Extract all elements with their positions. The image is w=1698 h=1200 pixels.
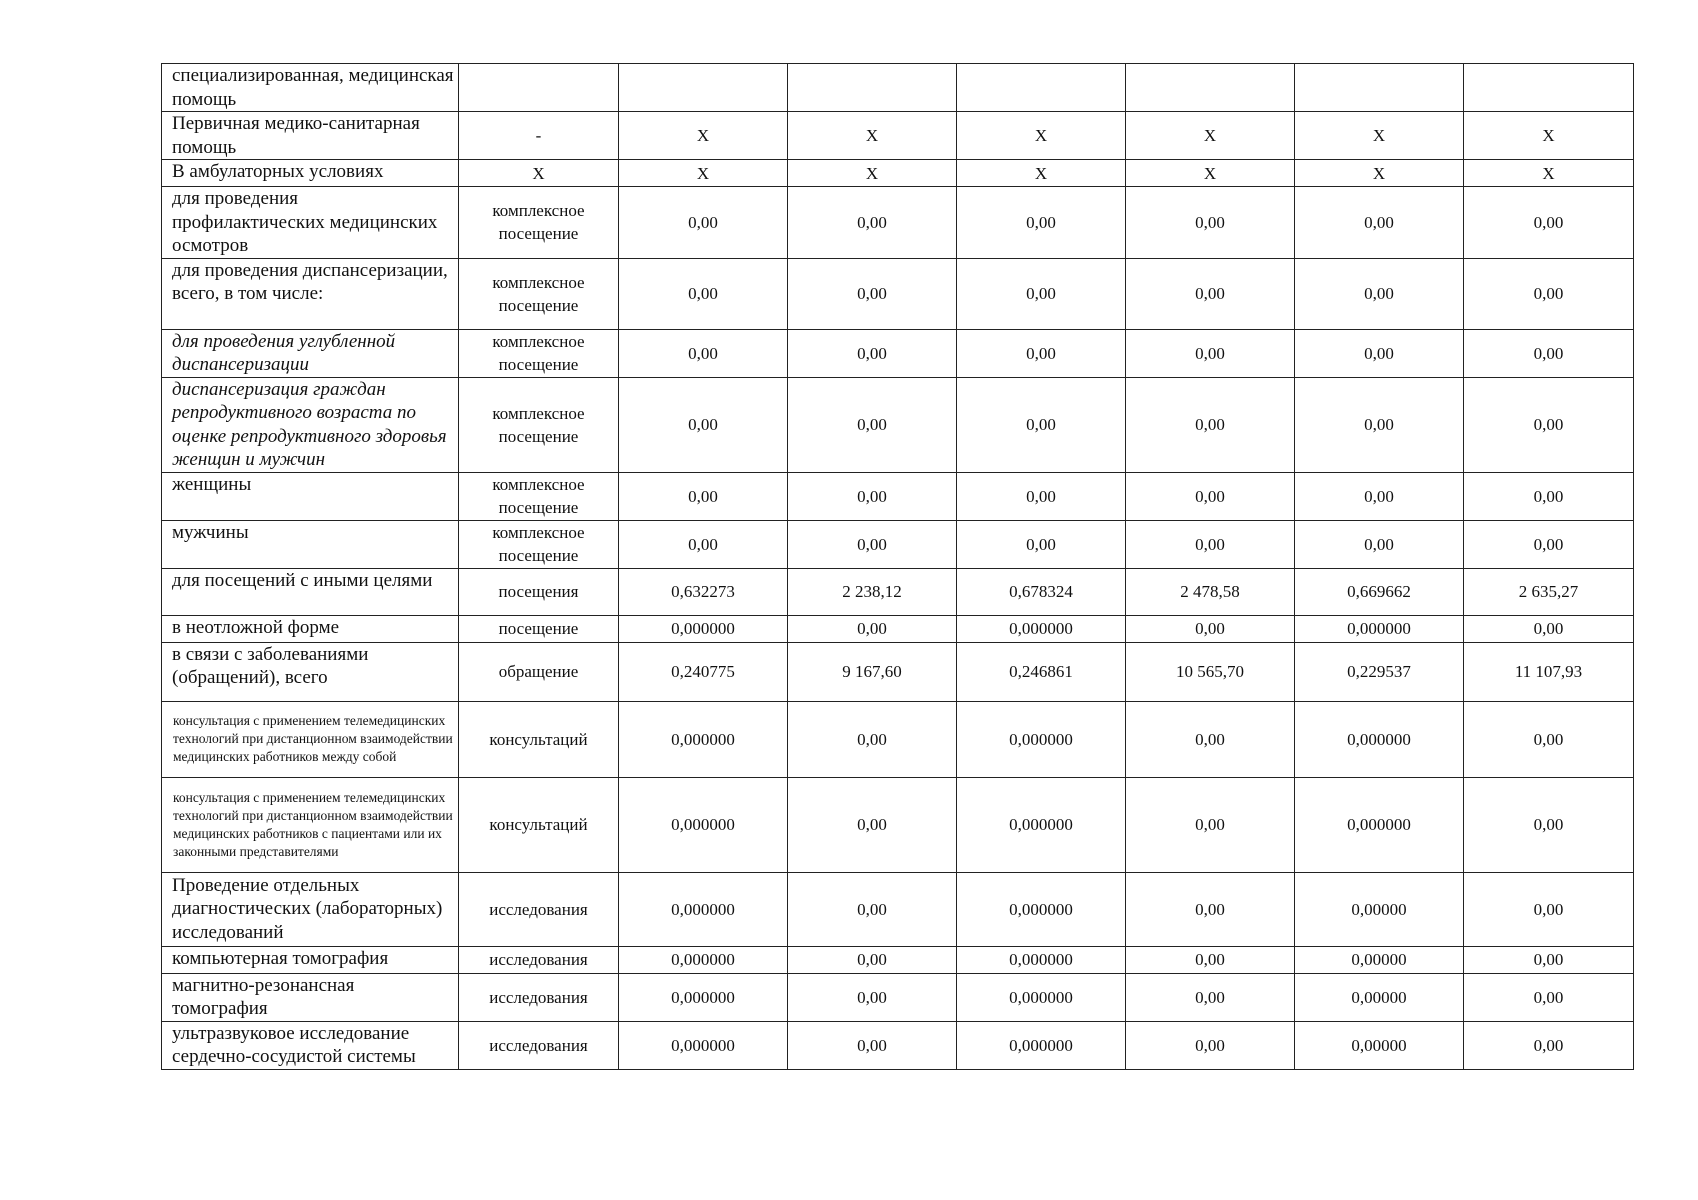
table-row — [162, 64, 1634, 112]
table-row — [162, 472, 1634, 520]
unit-cell: посещения — [459, 568, 619, 615]
value-cell: 0,000000 — [1295, 701, 1464, 777]
value-cell: 0,00 — [1295, 329, 1464, 377]
value-cell: 0,00 — [1126, 973, 1295, 1021]
row-label: диспансеризация граждан репродуктивного возраста по оценке репродуктивного здоровья женщин и мужчин — [162, 377, 459, 472]
value-cell: 0,00 — [1464, 701, 1634, 777]
row-label: в неотложной форме — [162, 615, 459, 642]
value-cell: 0,00 — [1295, 187, 1464, 259]
row-label: ультразвуковое исследование сердечно-сосудистой системы — [162, 1021, 459, 1069]
row-label: магнитно-резонансная томография — [162, 973, 459, 1021]
value-cell: 0,00 — [788, 777, 957, 872]
value-cell: 0,000000 — [619, 701, 788, 777]
value-cell: 2 635,27 — [1464, 568, 1634, 615]
value-cell: 0,00 — [1126, 777, 1295, 872]
value-cell: 0,00 — [957, 258, 1126, 329]
row-label: в связи с заболеваниями (обращений), всего — [162, 642, 459, 701]
table-row — [162, 187, 1634, 259]
table-row — [162, 701, 1634, 777]
value-cell: 0,632273 — [619, 568, 788, 615]
unit-cell: обращение — [459, 642, 619, 701]
value-cell — [788, 64, 957, 112]
row-label: специализированная, медицинская помощь — [162, 64, 459, 112]
table-row — [162, 973, 1634, 1021]
value-cell: 0,00 — [788, 258, 957, 329]
table-row — [162, 1021, 1634, 1069]
table-row — [162, 568, 1634, 615]
row-label: для проведения диспансеризации, всего, в том числе: — [162, 258, 459, 329]
value-cell: 0,00 — [1126, 1021, 1295, 1069]
value-cell: Х — [619, 112, 788, 160]
value-cell — [957, 64, 1126, 112]
value-cell: 0,000000 — [957, 701, 1126, 777]
value-cell — [1295, 64, 1464, 112]
value-cell: 0,00 — [1464, 872, 1634, 946]
value-cell — [1464, 64, 1634, 112]
unit-cell: комплексное посещение — [459, 520, 619, 568]
unit-cell: исследования — [459, 872, 619, 946]
value-cell: 0,000000 — [957, 946, 1126, 973]
value-cell: Х — [1126, 112, 1295, 160]
table-row — [162, 112, 1634, 160]
value-cell: 0,00 — [1126, 872, 1295, 946]
unit-cell: консультаций — [459, 701, 619, 777]
value-cell: Х — [1295, 160, 1464, 187]
value-cell: 0,00 — [1464, 472, 1634, 520]
value-cell: 0,000000 — [1295, 615, 1464, 642]
row-label: Проведение отдельных диагностических (лабораторных) исследований — [162, 872, 459, 946]
value-cell: 0,678324 — [957, 568, 1126, 615]
table-row — [162, 160, 1634, 187]
value-cell: 0,00 — [788, 701, 957, 777]
value-cell: 0,00 — [1464, 946, 1634, 973]
value-cell: Х — [788, 160, 957, 187]
value-cell: 0,00 — [1126, 258, 1295, 329]
row-label: В амбулаторных условиях — [162, 160, 459, 187]
value-cell: Х — [1126, 160, 1295, 187]
value-cell: 0,240775 — [619, 642, 788, 701]
value-cell: 0,00 — [619, 329, 788, 377]
value-cell: 0,00 — [1464, 329, 1634, 377]
value-cell: 10 565,70 — [1126, 642, 1295, 701]
value-cell: 0,00 — [1295, 472, 1464, 520]
value-cell: 2 478,58 — [1126, 568, 1295, 615]
value-cell: 0,00 — [788, 615, 957, 642]
unit-cell: исследования — [459, 946, 619, 973]
value-cell: 0,00 — [1464, 187, 1634, 259]
value-cell: 2 238,12 — [788, 568, 957, 615]
value-cell: 0,246861 — [957, 642, 1126, 701]
value-cell: 11 107,93 — [1464, 642, 1634, 701]
value-cell: 0,000000 — [957, 872, 1126, 946]
unit-cell: исследования — [459, 973, 619, 1021]
value-cell: 0,00 — [1464, 258, 1634, 329]
table-row — [162, 872, 1634, 946]
value-cell: 0,00 — [1126, 615, 1295, 642]
unit-cell: комплексное посещение — [459, 329, 619, 377]
value-cell: 0,00 — [619, 377, 788, 472]
value-cell: 0,000000 — [619, 615, 788, 642]
value-cell — [619, 64, 788, 112]
value-cell: 0,00 — [788, 472, 957, 520]
value-cell: 0,000000 — [619, 973, 788, 1021]
financing-standards-table — [161, 63, 1634, 1070]
table-row — [162, 642, 1634, 701]
value-cell: 0,00 — [788, 520, 957, 568]
value-cell: 0,000000 — [619, 1021, 788, 1069]
table-row — [162, 615, 1634, 642]
table-row — [162, 329, 1634, 377]
value-cell: 0,000000 — [619, 777, 788, 872]
value-cell: 0,00 — [1464, 1021, 1634, 1069]
value-cell: 0,00 — [1126, 701, 1295, 777]
value-cell: 0,00000 — [1295, 872, 1464, 946]
value-cell: Х — [1464, 112, 1634, 160]
value-cell: Х — [788, 112, 957, 160]
value-cell: Х — [957, 112, 1126, 160]
row-label: мужчины — [162, 520, 459, 568]
unit-cell: исследования — [459, 1021, 619, 1069]
value-cell: 0,000000 — [957, 973, 1126, 1021]
unit-cell: консультаций — [459, 777, 619, 872]
value-cell: 0,00 — [788, 329, 957, 377]
value-cell: 0,00 — [1464, 615, 1634, 642]
value-cell: 0,00 — [957, 520, 1126, 568]
table-row — [162, 258, 1634, 329]
value-cell: 0,000000 — [619, 872, 788, 946]
value-cell: 0,00 — [957, 472, 1126, 520]
value-cell: 9 167,60 — [788, 642, 957, 701]
row-label: компьютерная томография — [162, 946, 459, 973]
row-label: консультация с применением телемедицинских технологий при дистанционном взаимодействии медицинских работников с пациентами или их законными представителями — [162, 777, 459, 872]
table-row — [162, 777, 1634, 872]
value-cell: 0,00 — [1464, 377, 1634, 472]
value-cell: 0,00 — [957, 187, 1126, 259]
row-label: для проведения углубленной диспансеризации — [162, 329, 459, 377]
row-label: женщины — [162, 472, 459, 520]
unit-cell: посещение — [459, 615, 619, 642]
value-cell: 0,00 — [1126, 472, 1295, 520]
unit-cell: комплексное посещение — [459, 187, 619, 259]
value-cell: 0,00 — [619, 472, 788, 520]
value-cell: 0,00 — [1464, 520, 1634, 568]
value-cell: 0,00 — [1295, 258, 1464, 329]
value-cell: 0,00 — [619, 520, 788, 568]
value-cell: 0,229537 — [1295, 642, 1464, 701]
value-cell: 0,00 — [788, 946, 957, 973]
value-cell: 0,00 — [788, 872, 957, 946]
table-row — [162, 946, 1634, 973]
row-label: консультация с применением телемедицинских технологий при дистанционном взаимодействии медицинских работников между собой — [162, 701, 459, 777]
value-cell: 0,00 — [1126, 377, 1295, 472]
value-cell: Х — [957, 160, 1126, 187]
value-cell: 0,00 — [1126, 520, 1295, 568]
value-cell: 0,000000 — [957, 777, 1126, 872]
row-label: для проведения профилактических медицинских осмотров — [162, 187, 459, 259]
value-cell: 0,00000 — [1295, 946, 1464, 973]
value-cell: Х — [1295, 112, 1464, 160]
value-cell: 0,000000 — [1295, 777, 1464, 872]
table-body — [162, 64, 1634, 1070]
table-row — [162, 377, 1634, 472]
row-label: для посещений с иными целями — [162, 568, 459, 615]
table-row — [162, 520, 1634, 568]
value-cell — [1126, 64, 1295, 112]
value-cell: 0,000000 — [619, 946, 788, 973]
value-cell: Х — [619, 160, 788, 187]
value-cell: 0,00 — [1295, 520, 1464, 568]
value-cell: 0,00 — [1464, 973, 1634, 1021]
value-cell: 0,00 — [788, 1021, 957, 1069]
unit-cell — [459, 64, 619, 112]
value-cell: 0,00 — [1464, 777, 1634, 872]
value-cell: 0,00 — [619, 187, 788, 259]
value-cell: 0,00 — [1126, 329, 1295, 377]
unit-cell: комплексное посещение — [459, 258, 619, 329]
value-cell: 0,00 — [1126, 187, 1295, 259]
unit-cell: комплексное посещение — [459, 377, 619, 472]
value-cell: 0,00 — [788, 187, 957, 259]
value-cell: 0,00 — [1295, 377, 1464, 472]
value-cell: 0,00000 — [1295, 973, 1464, 1021]
value-cell: 0,00 — [957, 329, 1126, 377]
unit-cell: Х — [459, 160, 619, 187]
value-cell: 0,000000 — [957, 615, 1126, 642]
value-cell: 0,00 — [619, 258, 788, 329]
value-cell: 0,00000 — [1295, 1021, 1464, 1069]
value-cell: Х — [1464, 160, 1634, 187]
value-cell: 0,00 — [1126, 946, 1295, 973]
value-cell: 0,669662 — [1295, 568, 1464, 615]
unit-cell: - — [459, 112, 619, 160]
value-cell: 0,00 — [788, 973, 957, 1021]
value-cell: 0,000000 — [957, 1021, 1126, 1069]
value-cell: 0,00 — [788, 377, 957, 472]
value-cell: 0,00 — [957, 377, 1126, 472]
unit-cell: комплексное посещение — [459, 472, 619, 520]
row-label: Первичная медико-санитарная помощь — [162, 112, 459, 160]
